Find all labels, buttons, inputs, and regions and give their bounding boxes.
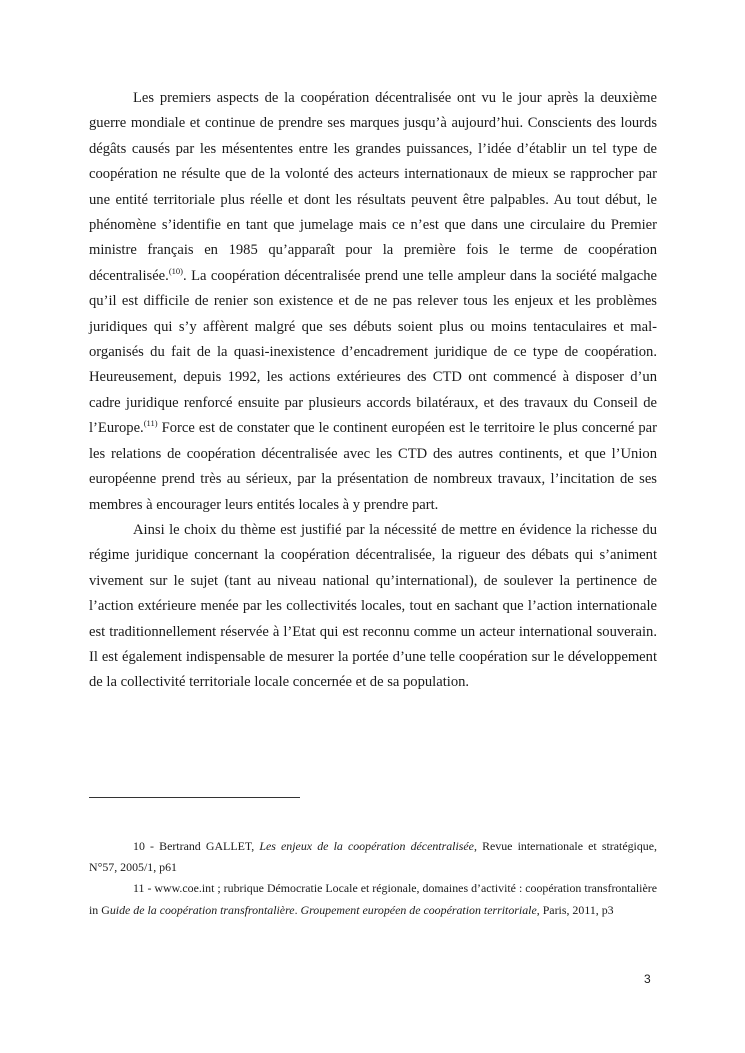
footnote-10-tail: , Revue internationale et stratégique, N°57, 2005/1, p61 <box>89 839 657 875</box>
footnote-10-title: Les enjeux de la coopération décentralisée <box>259 839 474 853</box>
footnote-11-tail: , Paris, 2011, p3 <box>536 902 614 917</box>
paragraph-1-part-2: . La coopération décentralisée prend une telle ampleur dans la société malgache qu’il est difficile de renier son existence et de ne pas relever tous les enjeux et les problèmes juridiques qui s’y affèrent malgré que ses débuts soient plus ou moins tentaculaires et mal-organisés du fait de la quasi-inexistence d’encadrement juridique de ce type de coopération. Heureusement, depuis 1992, les actions extérieures des CTD ont commencé à disposer d’un cadre juridique renforcé ensuite par plusieurs accords bilatéraux, et des travaux du Conseil de l’Europe. <box>89 267 657 437</box>
footnote-10 <box>89 836 657 878</box>
footnote-11 <box>89 878 657 920</box>
footnote-ref-10: (10) <box>168 265 183 276</box>
footnote-11-middle: . <box>294 902 301 917</box>
page-number: 3 <box>644 972 651 986</box>
paragraph-2: Ainsi le choix du thème est justifié par la nécessité de mettre en évidence la richesse du régime juridique concernant la coopération décentralisée, la rigueur des débats qui s’animent vivement sur le sujet (tant au niveau national qu’international), de soulever la pertinence de l’action extérieure menée par les collectivités locales, tout en sachant que l’action internationale est traditionnellement réservée à l’Etat qui est reconnu comme un acteur international souverain. Il est également indispensable de mesurer la portée d’une telle coopération sur le développement de la collectivité territoriale locale concernée et de sa population. <box>89 521 657 691</box>
footnotes <box>89 836 657 921</box>
main-text <box>89 86 657 696</box>
footnote-11-title: uide de la coopération transfrontalière <box>109 902 295 917</box>
footnote-11-lead: 11 - www.coe.int ; rubrique Démocratie Locale et régionale, domaines d’activité : coopération transfrontalière in <box>89 881 657 917</box>
footnote-ref-11: (11) <box>143 418 158 429</box>
footnote-10-lead: 10 - Bertrand GALLET, <box>133 839 260 853</box>
footnote-separator <box>89 797 300 798</box>
footnote-11-title-initial: G <box>101 902 110 917</box>
footnote-11-title-2: Groupement européen de coopération territoriale <box>300 902 537 917</box>
paragraph-1-part-1: Les premiers aspects de la coopération décentralisée ont vu le jour après la deuxième guerre mondiale et continue de prendre ses marques jusqu’à aujourd’hui. Conscients des lourds dégâts causés par les mésententes entre les grandes puissances, l’idée d’établir un tel type de coopération ne résulte que de la volonté des acteurs internationaux de mieux se rapprocher par une entité territoriale plus réelle et dont les résultats peuvent être palpables. Au tout début, le phénomène s’identifie en tant que jumelage mais ce n’est que dans une circulaire du Premier ministre français en 1985 qu’apparaît pour la première fois le terme de coopération décentralisée. <box>89 90 657 284</box>
paragraph-1-part-3: Force est de constater que le continent européen est le territoire le plus concerné par les relations de coopération décentralisée avec les CTD des autres continents, et que l’Union européenne prend très au sérieux, par la présentation de nombreux travaux, l’incitation de ses membres à encourager leurs entités locales à y prendre part. <box>89 420 657 513</box>
paragraph-1 <box>89 86 657 518</box>
